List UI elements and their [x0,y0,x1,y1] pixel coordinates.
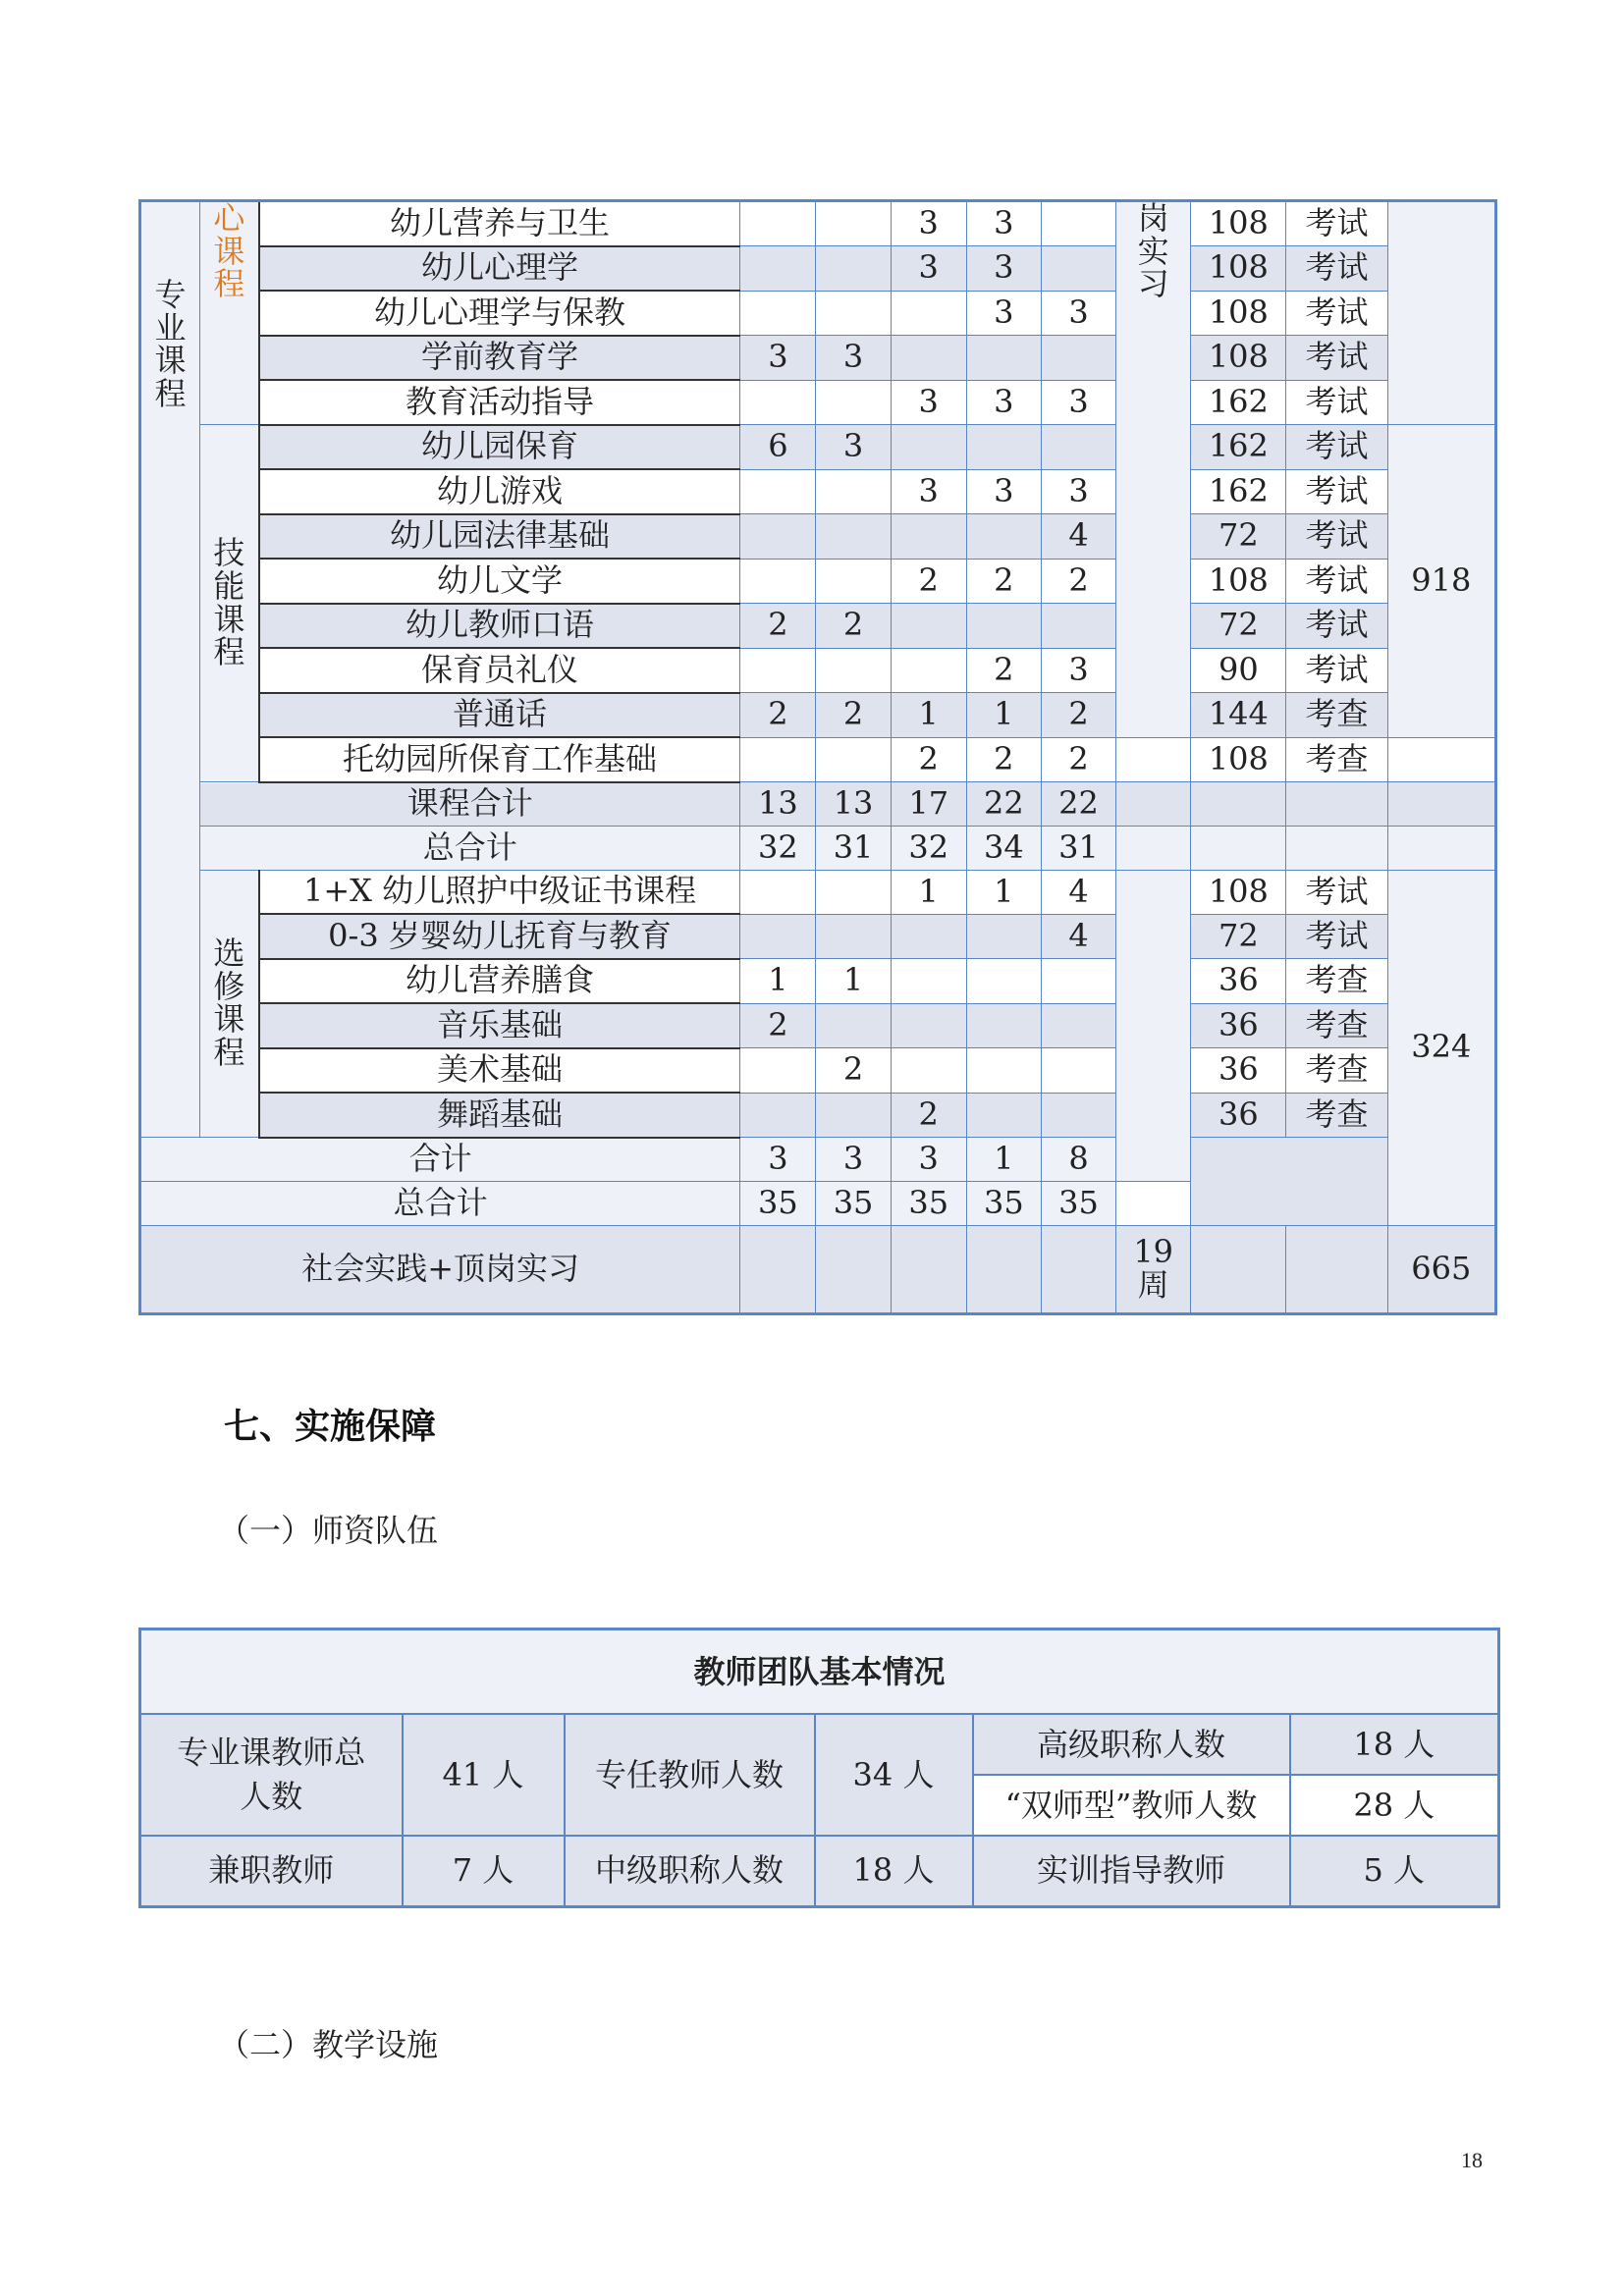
semester-hours-cell [1041,604,1115,649]
practice-weeks-number: 19 [1133,1232,1174,1270]
internship-label [1116,201,1191,738]
semester-hours-cell [816,737,891,782]
semester-hours-cell [966,1093,1041,1138]
total-hours-cell: 162 [1191,469,1286,514]
assessment-cell: 考查 [1286,959,1387,1004]
empty-cell [1191,1225,1286,1313]
total-hours-cell: 144 [1191,693,1286,738]
skill-total-cell: 918 [1387,425,1495,738]
total-hours-cell: 72 [1191,914,1286,959]
empty-cell [1286,1225,1387,1313]
semester-hours-cell: 2 [740,604,816,649]
vertical-label-char: 程 [154,374,187,412]
total-hours-cell: 72 [1191,604,1286,649]
page-number: 18 [1461,2148,1483,2172]
vertical-label-char: 技 [213,534,245,572]
vertical-label-char: 课 [213,232,245,270]
semester-hours-cell: 1 [740,959,816,1004]
semester-hours-cell: 3 [966,291,1041,336]
total-hours-cell: 162 [1191,380,1286,425]
vertical-label-char: 修 [213,967,245,1005]
semester-hours-cell: 1 [891,870,966,914]
table-row [140,648,1496,693]
empty-cell [1286,782,1387,827]
semester-hours-cell [816,469,891,514]
total-hours-cell: 108 [1191,201,1286,246]
semester-hours-cell: 3 [891,380,966,425]
semester-hours-cell [816,559,891,604]
vertical-label-char: 程 [213,265,245,303]
semester-hours-cell: 2 [1041,737,1115,782]
semester-hours-cell [740,246,816,292]
vertical-label-char: 实 [1137,232,1169,270]
semester-hours-cell [966,514,1041,560]
vertical-label-char: 程 [213,633,245,671]
total-hours-cell: 36 [1191,1093,1286,1138]
teacher-total-value: 41 人 [403,1714,565,1836]
course-name-cell: 幼儿游戏 [259,469,740,514]
course-name-cell: 幼儿营养与卫生 [259,201,740,246]
empty-cell [891,1225,966,1313]
total-hours-cell: 162 [1191,425,1286,470]
semester-hours-cell [740,648,816,693]
semester-hours-cell: 34 [966,827,1041,871]
semester-hours-cell: 32 [891,827,966,871]
empty-cell [966,1225,1041,1313]
table-row [140,693,1496,738]
semester-hours-cell: 35 [966,1182,1041,1226]
semester-hours-cell: 1 [891,693,966,738]
semester-hours-cell: 2 [816,1048,891,1094]
semester-hours-cell [816,291,891,336]
total-hours-cell: 108 [1191,559,1286,604]
course-name-cell: 保育员礼仪 [259,648,740,693]
vertical-label-char: 业 [154,308,187,347]
table-row [140,1003,1496,1048]
table-row [140,1048,1496,1094]
semester-hours-cell: 1 [966,693,1041,738]
table-row [140,514,1496,560]
semester-hours-cell: 2 [966,559,1041,604]
semester-hours-cell: 3 [966,380,1041,425]
course-name-cell: 幼儿园法律基础 [259,514,740,560]
table-row [140,782,1496,827]
semester-hours-cell [891,648,966,693]
core-total-cell [1387,201,1495,425]
internship-empty-cell [1116,870,1191,1182]
assessment-cell: 考试 [1286,559,1387,604]
dual-teacher-value: 28 人 [1290,1775,1499,1836]
semester-hours-cell [1041,959,1115,1004]
table-row [140,246,1496,292]
teacher-table-title: 教师团队基本情况 [140,1629,1499,1715]
semester-hours-cell [740,559,816,604]
semester-hours-cell: 3 [1041,648,1115,693]
semester-hours-cell [816,514,891,560]
semester-hours-cell: 35 [740,1182,816,1226]
semester-hours-cell: 3 [740,1138,816,1182]
vertical-label-char: 课 [213,600,245,638]
semester-hours-cell: 3 [891,1138,966,1182]
assessment-cell: 考试 [1286,514,1387,560]
vertical-label-char: 程 [213,1033,245,1071]
course-name-cell: 0-3 岁婴幼儿抚育与教育 [259,914,740,959]
assessment-cell: 考试 [1286,425,1387,470]
table-row [140,425,1496,470]
semester-hours-cell [740,870,816,914]
semester-hours-cell: 3 [966,469,1041,514]
assessment-cell: 考试 [1286,914,1387,959]
semester-hours-cell [816,870,891,914]
table-row [140,737,1496,782]
assessment-cell: 考查 [1286,1093,1387,1138]
course-name-cell: 美术基础 [259,1048,740,1094]
empty-cell [1116,1182,1191,1226]
semester-hours-cell: 2 [891,1093,966,1138]
table-row [140,1093,1496,1138]
table-row [140,380,1496,425]
semester-hours-cell: 1 [966,1138,1041,1182]
empty-merged-cell [1191,1138,1387,1226]
vertical-label-char: 选 [213,934,245,973]
semester-hours-cell: 3 [1041,380,1115,425]
senior-title-value: 18 人 [1290,1714,1499,1775]
semester-hours-cell: 4 [1041,914,1115,959]
semester-hours-cell [966,1048,1041,1094]
semester-hours-cell: 2 [740,1003,816,1048]
semester-hours-cell: 3 [966,246,1041,292]
semester-hours-cell: 3 [891,246,966,292]
semester-hours-cell [740,201,816,246]
total-hours-cell: 72 [1191,514,1286,560]
semester-hours-cell [891,959,966,1004]
semester-hours-cell [816,1093,891,1138]
senior-title-label: 高级职称人数 [973,1714,1290,1775]
assessment-cell: 考试 [1286,336,1387,381]
empty-cell [816,1225,891,1313]
table-row [140,1138,1496,1182]
practice-weeks-cell [1116,1225,1191,1313]
curriculum-table [138,199,1497,1315]
total-hours-cell: 108 [1191,870,1286,914]
course-name-cell: 幼儿文学 [259,559,740,604]
semester-hours-cell [966,959,1041,1004]
semester-hours-cell: 3 [891,469,966,514]
assessment-cell: 考查 [1286,1048,1387,1094]
parttime-teacher-value: 7 人 [403,1836,565,1906]
semester-hours-cell: 35 [1041,1182,1115,1226]
dual-teacher-label: “双师型”教师人数 [973,1775,1290,1836]
semester-hours-cell [1041,201,1115,246]
semester-hours-cell: 6 [740,425,816,470]
total-hours-cell: 36 [1191,959,1286,1004]
total-label-cell: 课程合计 [200,782,740,827]
empty-cell [1041,1225,1115,1313]
semester-hours-cell: 3 [966,201,1041,246]
semester-hours-cell [816,380,891,425]
table-row [140,959,1496,1004]
semester-hours-cell [966,1003,1041,1048]
semester-hours-cell [1041,1093,1115,1138]
semester-hours-cell: 3 [1041,469,1115,514]
fulltime-teacher-value: 34 人 [815,1714,973,1836]
practice-label-cell: 社会实践+顶岗实习 [140,1225,740,1313]
assessment-cell: 考试 [1286,648,1387,693]
empty-cell [1191,782,1286,827]
semester-hours-cell: 2 [816,693,891,738]
semester-hours-cell [816,914,891,959]
semester-hours-cell: 17 [891,782,966,827]
fulltime-teacher-label: 专任教师人数 [565,1714,815,1836]
major-course-group-label [140,201,200,1138]
vertical-label-char: 心 [213,200,245,237]
parttime-teacher-label: 兼职教师 [140,1836,403,1906]
vertical-label-char: 岗 [1137,200,1169,237]
total-hours-cell: 90 [1191,648,1286,693]
semester-hours-cell: 22 [1041,782,1115,827]
semester-hours-cell: 2 [891,559,966,604]
course-name-cell: 教育活动指导 [259,380,740,425]
empty-cell [1116,782,1191,827]
table-row [140,827,1496,871]
semester-hours-cell: 2 [1041,559,1115,604]
semester-hours-cell [891,604,966,649]
total-hours-cell: 108 [1191,246,1286,292]
mid-title-value: 18 人 [815,1836,973,1906]
empty-cell [1387,782,1495,827]
semester-hours-cell [816,246,891,292]
empty-cell [1116,827,1191,871]
teacher-total-label-text: 专业课教师总人数 [177,1734,366,1815]
course-name-cell: 幼儿园保育 [259,425,740,470]
assessment-cell: 考试 [1286,246,1387,292]
total-hours-cell: 36 [1191,1003,1286,1048]
training-instructor-label: 实训指导教师 [973,1836,1290,1906]
empty-cell [1191,827,1286,871]
subsection-heading-faculty: （一）师资队伍 [218,1512,439,1549]
semester-hours-cell: 2 [891,737,966,782]
semester-hours-cell: 31 [816,827,891,871]
semester-hours-cell: 4 [1041,870,1115,914]
semester-hours-cell: 13 [740,782,816,827]
semester-hours-cell [1041,336,1115,381]
semester-hours-cell [891,514,966,560]
semester-hours-cell: 4 [1041,514,1115,560]
empty-cell [1387,737,1495,782]
vertical-label-char: 专 [154,276,187,313]
semester-hours-cell: 35 [891,1182,966,1226]
course-name-cell: 舞蹈基础 [259,1093,740,1138]
semester-hours-cell [740,291,816,336]
training-instructor-value: 5 人 [1290,1836,1499,1906]
elective-course-label [200,870,259,1138]
semester-hours-cell [740,380,816,425]
course-name-cell: 音乐基础 [259,1003,740,1048]
semester-hours-cell [891,291,966,336]
semester-hours-cell [1041,1048,1115,1094]
subtotal-label-cell: 合计 [140,1138,740,1182]
vertical-label-char: 能 [213,566,245,605]
semester-hours-cell: 8 [1041,1138,1115,1182]
empty-cell [1387,827,1495,871]
teacher-total-label [140,1714,403,1836]
semester-hours-cell [891,425,966,470]
semester-hours-cell: 3 [1041,291,1115,336]
total-hours-cell: 108 [1191,336,1286,381]
course-name-cell: 学前教育学 [259,336,740,381]
assessment-cell: 考试 [1286,870,1387,914]
vertical-label-char: 课 [154,342,187,380]
semester-hours-cell [891,1003,966,1048]
core-course-label [200,201,259,425]
semester-hours-cell [740,514,816,560]
total-label-cell: 总合计 [200,827,740,871]
semester-hours-cell [891,336,966,381]
table-row [140,604,1496,649]
semester-hours-cell: 1 [966,870,1041,914]
internship-empty-cell [1116,737,1191,782]
table-row [140,201,1496,246]
mid-title-label: 中级职称人数 [565,1836,815,1906]
total-label-cell: 总合计 [140,1182,740,1226]
semester-hours-cell: 2 [966,737,1041,782]
total-hours-cell: 108 [1191,737,1286,782]
semester-hours-cell [1041,1003,1115,1048]
semester-hours-cell [1041,246,1115,292]
semester-hours-cell: 3 [816,1138,891,1182]
assessment-cell: 考查 [1286,693,1387,738]
semester-hours-cell: 3 [891,201,966,246]
assessment-cell: 考试 [1286,469,1387,514]
course-name-cell: 1+X 幼儿照护中级证书课程 [259,870,740,914]
total-hours-cell: 36 [1191,1048,1286,1094]
semester-hours-cell [740,914,816,959]
course-name-cell: 幼儿心理学与保教 [259,291,740,336]
assessment-cell: 考试 [1286,604,1387,649]
practice-weeks-unit: 周 [1137,1265,1169,1304]
empty-cell [740,1225,816,1313]
course-name-cell: 托幼园所保育工作基础 [259,737,740,782]
semester-hours-cell [966,425,1041,470]
skill-course-label [200,425,259,782]
semester-hours-cell [740,737,816,782]
semester-hours-cell [816,201,891,246]
table-row [140,870,1496,914]
assessment-cell: 考试 [1286,380,1387,425]
course-name-cell: 幼儿教师口语 [259,604,740,649]
semester-hours-cell [816,1003,891,1048]
table-row [140,559,1496,604]
semester-hours-cell [740,1093,816,1138]
semester-hours-cell: 3 [816,336,891,381]
section-heading: 七、实施保障 [224,1407,437,1447]
assessment-cell: 考查 [1286,737,1387,782]
semester-hours-cell [891,914,966,959]
semester-hours-cell: 2 [740,693,816,738]
assessment-cell: 考查 [1286,1003,1387,1048]
teacher-team-table [138,1628,1500,1908]
semester-hours-cell [891,1048,966,1094]
table-row [140,914,1496,959]
table-row [140,469,1496,514]
elective-total-cell: 324 [1387,870,1495,1225]
course-name-cell: 普通话 [259,693,740,738]
semester-hours-cell [740,1048,816,1094]
semester-hours-cell [966,336,1041,381]
empty-cell [1286,827,1387,871]
semester-hours-cell: 1 [816,959,891,1004]
table-row [140,291,1496,336]
vertical-label-char: 课 [213,1000,245,1039]
course-name-cell: 幼儿营养膳食 [259,959,740,1004]
semester-hours-cell [966,604,1041,649]
assessment-cell: 考试 [1286,291,1387,336]
table-row [140,336,1496,381]
subsection-heading-facilities: （二）教学设施 [218,2026,439,2063]
semester-hours-cell [966,914,1041,959]
semester-hours-cell: 2 [1041,693,1115,738]
semester-hours-cell: 31 [1041,827,1115,871]
semester-hours-cell: 3 [816,425,891,470]
semester-hours-cell: 2 [816,604,891,649]
practice-hours-cell: 665 [1387,1225,1495,1313]
semester-hours-cell: 2 [966,648,1041,693]
semester-hours-cell [740,469,816,514]
semester-hours-cell: 35 [816,1182,891,1226]
total-hours-cell: 108 [1191,291,1286,336]
semester-hours-cell: 3 [740,336,816,381]
course-name-cell: 幼儿心理学 [259,246,740,292]
semester-hours-cell [1041,425,1115,470]
semester-hours-cell: 13 [816,782,891,827]
semester-hours-cell: 32 [740,827,816,871]
semester-hours-cell: 22 [966,782,1041,827]
table-row [140,1225,1496,1313]
vertical-label-char: 习 [1137,265,1169,303]
semester-hours-cell [816,648,891,693]
assessment-cell: 考试 [1286,201,1387,246]
